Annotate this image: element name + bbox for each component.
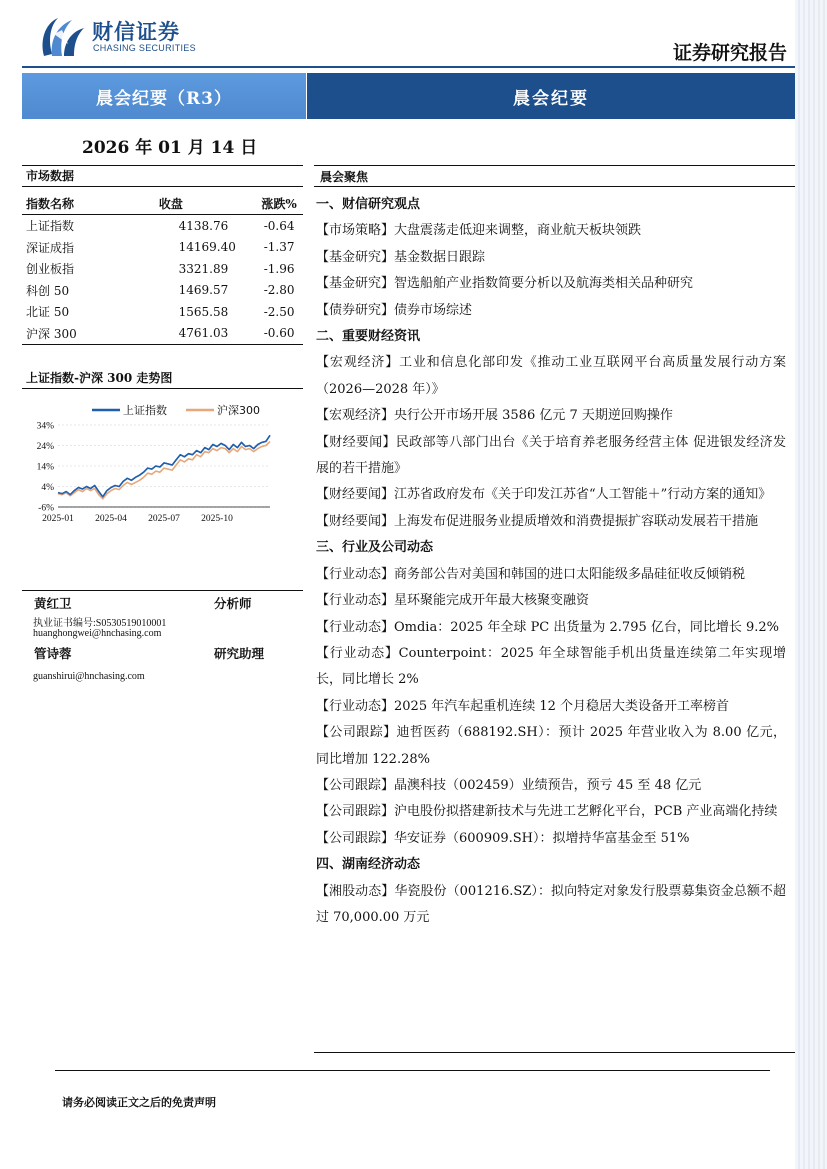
news-item: 【财经要闻】民政部等八部门出台《关于培育养老服务经营主体 促进银发经济发展的若干措施》	[316, 434, 786, 477]
news-item: 【行业动态】商务部公告对美国和韩国的进口太阳能级多晶硅征收反倾销税	[316, 566, 746, 582]
focus-heading: 晨会聚焦	[314, 165, 795, 187]
index-name-cell: 沪深 300	[26, 326, 77, 341]
chart-title: 上证指数-沪深 300 走势图	[22, 367, 303, 389]
banner-report-series: 晨会纪要（R3）	[22, 73, 306, 119]
index-name-cell: 深证成指	[26, 240, 75, 255]
news-item: 【公司跟踪】沪电股份拟搭建新技术与先进工艺孵化平台，PCB 产业高端化持续	[316, 804, 778, 820]
index-name-cell: 北证 50	[26, 305, 70, 320]
close-cell: 14169.40	[178, 240, 236, 255]
banner-report-title: 晨会纪要	[307, 73, 795, 119]
assistant-name: 管诗蓉	[34, 646, 72, 661]
news-item: 【行业动态】Counterpoint：2025 年全球智能手机出货量连续第二年实现增长，同比增长 2%	[316, 645, 786, 688]
news-item: 【行业动态】2025 年汽车起重机连续 12 个月稳居大类设备开工率榜首	[316, 698, 730, 714]
table-row	[22, 301, 303, 323]
news-item: 【宏观经济】央行公开市场开展 3586 亿元 7 天期逆回购操作	[316, 408, 673, 424]
news-bottom-rule	[314, 1052, 795, 1053]
section-heading: 三、行业及公司动态	[316, 540, 434, 556]
footer-rule	[55, 1070, 770, 1071]
series-line-2	[58, 441, 270, 498]
logo-name-en: CHASING SECURITIES	[93, 43, 196, 53]
table-row	[22, 323, 303, 345]
report-date: 2026 年 01 月 14 日	[82, 138, 258, 158]
close-cell: 1469.57	[178, 283, 229, 298]
change-cell: -1.37	[263, 240, 295, 255]
table-row	[22, 237, 303, 259]
analyst-name: 黄红卫	[34, 596, 72, 611]
table-row	[22, 280, 303, 302]
market-data-heading: 市场数据	[22, 165, 303, 187]
news-list	[316, 192, 786, 931]
close-cell: 4138.76	[178, 218, 229, 233]
col-close: 收盘	[87, 193, 256, 215]
legend-label: 沪深300	[217, 404, 260, 417]
y-tick-label: 4%	[41, 483, 54, 493]
logo-name-cn: 财信证券	[92, 20, 180, 44]
change-cell: -2.50	[263, 304, 295, 319]
news-item: 【行业动态】Omdia：2025 年全球 PC 出货量为 2.795 亿台，同比增长 9.2%	[316, 619, 780, 635]
table-header-row	[22, 193, 303, 215]
news-item: 【宏观经济】工业和信息化部印发《推动工业互联网平台高质量发展行动方案（2026—2028 年）》	[316, 355, 786, 397]
disclaimer-note: 请务必阅读正文之后的免责声明	[62, 1096, 216, 1109]
news-item: 【公司跟踪】迪哲医药（688192.SH）：预计 2025 年营业收入为 8.00 亿元，同比增加 122.28%	[316, 725, 786, 767]
section-heading: 一、财信研究观点	[316, 197, 421, 212]
table-row	[22, 215, 303, 237]
news-item: 【基金研究】基金数据日跟踪	[316, 249, 486, 265]
analyst-label: 分析师	[214, 596, 252, 611]
change-cell: -2.80	[263, 283, 295, 298]
news-item: 【行业动态】星环聚能完成开年最大核聚变融资	[316, 593, 590, 609]
market-data-table	[22, 193, 303, 344]
y-tick-label: 24%	[36, 442, 54, 452]
header-rule	[22, 66, 795, 68]
news-item: 【湘股动态】华瓷股份（001216.SZ）：拟向特定对象发行股票募集资金总额不超过 70,000.00 万元	[316, 883, 786, 925]
news-item: 【公司跟踪】华安证券（600909.SH）：拟增持华富基金至 51%	[316, 830, 690, 846]
x-tick-label: 2025-10	[201, 514, 233, 524]
company-logo	[38, 12, 198, 60]
index-name-cell: 上证指数	[26, 219, 75, 234]
index-trend-chart	[22, 395, 282, 535]
y-tick-label: 34%	[36, 421, 54, 432]
news-item: 【公司跟踪】晶澳科技（002459）业绩预告，预亏 45 至 48 亿元	[316, 777, 702, 793]
assistant-label: 研究助理	[214, 646, 265, 661]
section-heading: 四、湖南经济动态	[316, 857, 421, 873]
index-name-cell: 科创 50	[26, 283, 70, 298]
close-cell: 4761.03	[178, 326, 229, 341]
close-cell: 3321.89	[178, 261, 229, 276]
assistant-email: guanshirui@hnchasing.com	[33, 671, 145, 682]
col-change: 涨跌%	[255, 193, 303, 215]
news-item: 【市场策略】大盘震荡走低迎来调整，商业航天板块领跌	[316, 223, 642, 239]
news-item: 【基金研究】智选船舶产业指数简要分析以及航海类相关品种研究	[316, 276, 694, 292]
change-cell: -0.64	[263, 218, 295, 233]
index-name-cell: 创业板指	[26, 262, 75, 277]
col-index-name: 指数名称	[22, 193, 87, 215]
logo-mark-icon	[38, 12, 86, 60]
section-heading: 二、重要财经资讯	[316, 329, 421, 345]
news-item: 【财经要闻】上海发布促进服务业提质增效和消费提振扩容联动发展若干措施	[316, 513, 759, 529]
document-type: 证券研究报告	[672, 42, 787, 64]
x-tick-label: 2025-04	[95, 514, 127, 524]
change-cell: -1.96	[263, 261, 295, 276]
table-row	[22, 258, 303, 280]
analyst-cert-number: 执业证书编号:S0530519010001	[33, 618, 167, 629]
page-edge-decoration	[795, 0, 827, 1169]
x-tick-label: 2025-07	[148, 514, 180, 524]
change-cell: -0.60	[263, 326, 295, 341]
news-item: 【债券研究】债券市场综述	[316, 302, 473, 318]
chart-bottom-rule	[22, 590, 303, 591]
legend-label: 上证指数	[123, 404, 167, 417]
x-tick-label: 2025-01	[42, 514, 74, 524]
y-tick-label: 14%	[36, 462, 54, 473]
table-bottom-rule	[22, 344, 303, 345]
y-tick-label: -6%	[38, 503, 54, 514]
analyst-email: huanghongwei@hnchasing.com	[33, 628, 162, 639]
close-cell: 1565.58	[178, 304, 229, 319]
news-item: 【财经要闻】江苏省政府发布《关于印发江苏省“人工智能＋”行动方案的通知》	[316, 487, 772, 503]
